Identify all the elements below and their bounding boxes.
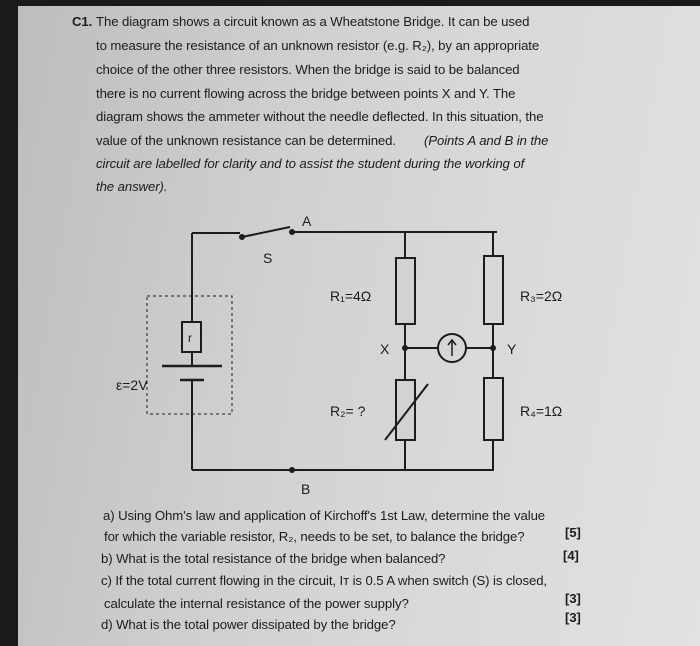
- intro-note: circuit are labelled for clarity and to assist the student during the working of: [96, 156, 525, 171]
- switch-lever: [242, 227, 290, 237]
- label-r4: R₄=1Ω: [520, 403, 563, 419]
- label-r2: R₂= ?: [330, 403, 366, 419]
- node-x: [402, 345, 408, 351]
- question-d-marks: [3]: [565, 610, 581, 625]
- question-a-marks: [5]: [565, 525, 581, 540]
- intro-note: the answer).: [96, 179, 168, 194]
- label-emf: ε=2V: [116, 377, 148, 393]
- intro-line: to measure the resistance of an unknown resistor (e.g. R₂), by an appropriate: [96, 38, 540, 53]
- label-x: X: [380, 341, 390, 357]
- intro-line: diagram shows the ammeter without the needle deflected. In this situation, the: [96, 109, 544, 124]
- question-c-marks: [3]: [565, 591, 581, 606]
- node-y: [490, 345, 496, 351]
- intro-line: value of the unknown resistance can be determined.: [96, 133, 396, 148]
- resistor-r4: [484, 378, 503, 440]
- question-c-line: calculate the internal resistance of the power supply?: [104, 596, 409, 611]
- label-b: B: [301, 481, 311, 497]
- intro-line: The diagram shows a circuit known as a Wheatstone Bridge. It can be used: [96, 14, 530, 29]
- label-a: A: [302, 213, 312, 229]
- node-b: [289, 467, 295, 473]
- power-supply-dashed-box: [147, 296, 232, 414]
- label-r3: R₃=2Ω: [520, 288, 563, 304]
- variable-resistor-r2: [396, 380, 415, 440]
- label-switch: S: [263, 250, 273, 266]
- switch-contact: [239, 234, 245, 240]
- resistor-r1: [396, 258, 415, 324]
- label-internal-r: r: [188, 331, 192, 345]
- intro-line: choice of the other three resistors. When the bridge is said to be balanced: [96, 62, 520, 77]
- label-y: Y: [507, 341, 517, 357]
- question-number: C1.: [72, 14, 93, 29]
- label-r1: R₁=4Ω: [330, 288, 372, 304]
- question-b-line: b) What is the total resistance of the bridge when balanced?: [101, 551, 446, 566]
- intro-note: (Points A and B in the: [424, 133, 549, 148]
- node-a: [289, 229, 295, 235]
- question-a-line: a) Using Ohm's law and application of Kirchoff's 1st Law, determine the value: [103, 508, 546, 523]
- resistor-r3: [484, 256, 503, 324]
- question-d-line: d) What is the total power dissipated by the bridge?: [101, 617, 396, 632]
- intro-line: there is no current flowing across the bridge between points X and Y. The: [96, 86, 516, 101]
- question-a-line: for which the variable resistor, R₂, needs to be set, to balance the bridge?: [104, 529, 525, 544]
- question-b-marks: [4]: [563, 548, 579, 563]
- question-c-line: c) If the total current flowing in the circuit, Iт is 0.5 A when switch (S) is closed,: [101, 573, 548, 588]
